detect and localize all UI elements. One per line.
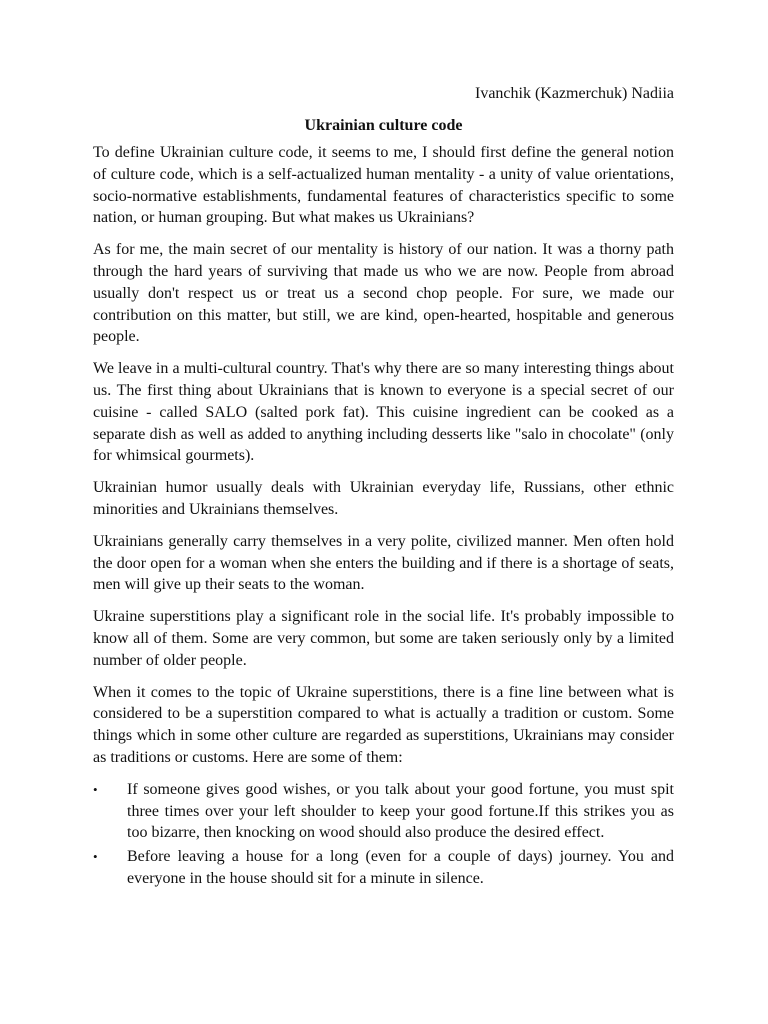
list-item-text: Before leaving a house for a long (even for a couple of days) journey. You and everyone in the house should sit for a minute in silence. (127, 848, 674, 887)
paragraph-1: To define Ukrainian culture code, it seems to me, I should first define the general notion of culture code, which is a self-actualized human mentality - a unity of value orientations, socio-normative establishments, fundamental features of characteristics specific to some nation, or human grouping. But what makes us Ukrainians? (93, 144, 674, 227)
document-title: Ukrainian culture code (304, 117, 463, 134)
paragraph-3: We leave in a multi-cultural country. That's why there are so many interesting things about us. The first thing about Ukrainians that is known to everyone is a special secret of our cuisine - called SALO (salted pork fat). This cuisine ingredient can be cooked as a separate dish as well as added to anything including desserts like "salo in chocolate" (only for whimsical gourmets). (93, 360, 674, 465)
bullet-icon: • (93, 781, 98, 797)
paragraph-7: When it comes to the topic of Ukraine superstitions, there is a fine line between what is considered to be a superstition compared to what is actually a tradition or custom. Some things which in some other culture are regarded as superstitions, Ukrainians may consider as traditions or customs. Here are some of them: (93, 683, 674, 766)
list-item (93, 846, 674, 890)
superstitions-list (93, 779, 674, 890)
author-name: Ivanchik (Kazmerchuk) Nadiia (474, 85, 674, 102)
bullet-icon: • (93, 849, 98, 865)
list-item (93, 779, 674, 844)
paragraph-5: Ukrainians generally carry themselves in a very polite, civilized manner. Men often hold the door open for a woman when she enters the building and if there is a shortage of seats, men will give up their seats to the woman. (93, 532, 674, 594)
paragraph-2: As for me, the main secret of our mentality is history of our nation. It was a thorny path through the hard years of surviving that made us who we are now. People from abroad usually don't respect us or treat us a second chop people. For sure, we made our contribution on this matter, but still, we are kind, open-hearted, hospitable and generous people. (93, 241, 674, 346)
paragraph-6: Ukraine superstitions play a significant role in the social life. It's probably impossible to know all of them. Some are very common, but some are taken seriously only by a limited number of older people. (93, 608, 674, 669)
document-page (93, 84, 674, 892)
list-item-text: If someone gives good wishes, or you talk about your good fortune, you must spit three times over your left shoulder to keep your good fortune.If this strikes you as too bizarre, then knocking on wood should also produce the desired effect. (127, 780, 674, 842)
paragraph-4: Ukrainian humor usually deals with Ukrainian everyday life, Russians, other ethnic minorities and Ukrainians themselves. (93, 479, 674, 518)
